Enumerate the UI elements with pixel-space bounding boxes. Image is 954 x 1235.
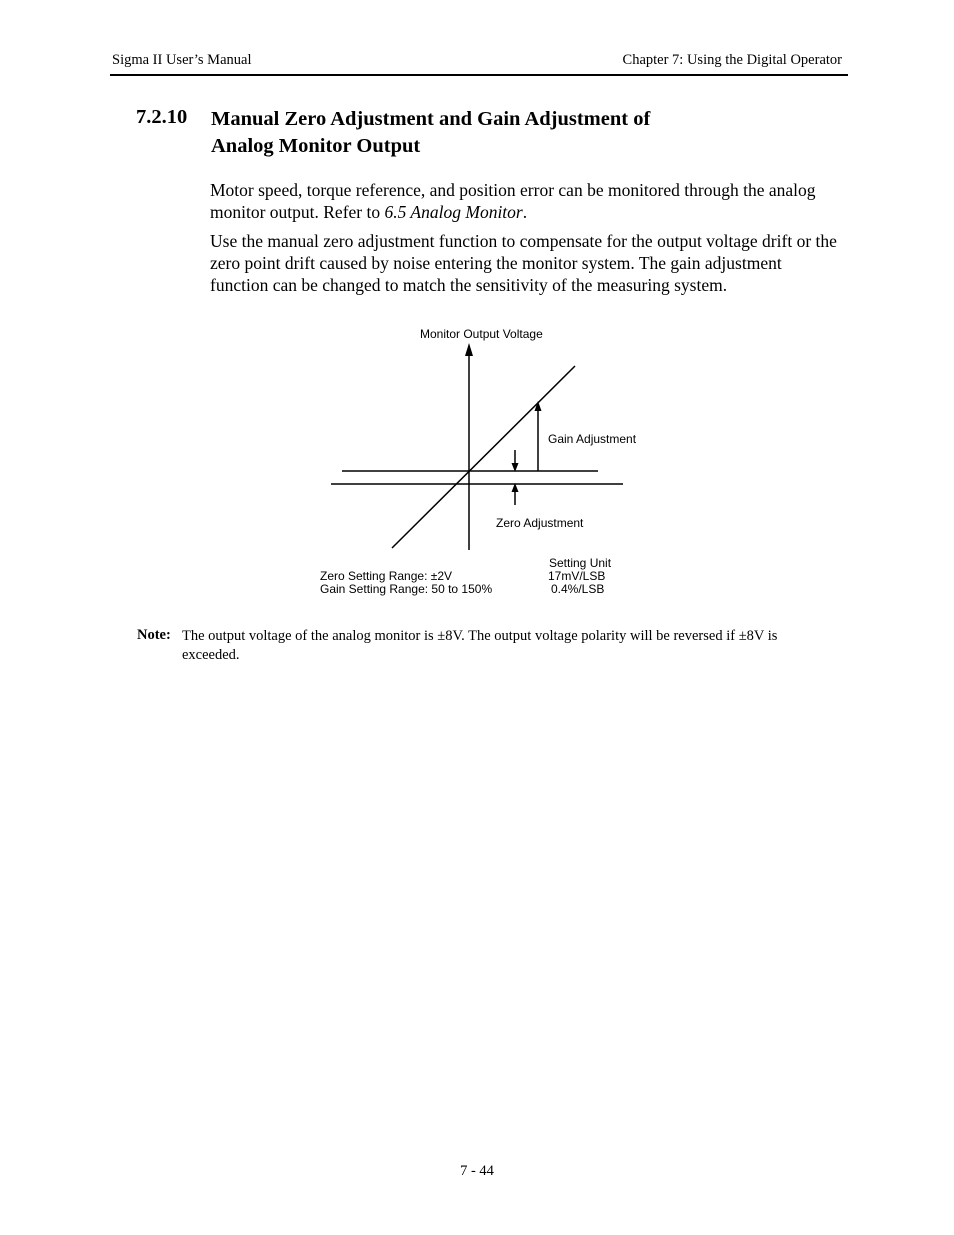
axis-label: Monitor Output Voltage [420,327,543,341]
section-number: 7.2.10 [136,106,188,128]
section-title-line2: Analog Monitor Output [211,135,421,157]
zero-setting-unit: 17mV/LSB [548,569,606,583]
section-title-line1: Manual Zero Adjustment and Gain Adjustment of [211,108,651,130]
setting-unit-header: Setting Unit [549,556,612,570]
note-label: Note: [137,627,171,643]
paragraph-adjustment: Use the manual zero adjustment function to compensate for the output voltage drift or the zero point drift caused by noise entering the monitor system. The gain adjustment function can be changed to match the sensitivity of the measuring system. [210,231,837,295]
gain-adjustment-label: Gain Adjustment [548,432,637,446]
axis-arrowhead-icon [465,343,473,356]
gain-setting-range: Gain Setting Range: 50 to 150% [320,582,493,596]
paragraph-intro-text: Motor speed, torque reference, and position error can be monitored through the analog monitor output. Refer to [210,180,816,222]
page-number: 7 - 44 [460,1163,494,1179]
zero-adjustment-label: Zero Adjustment [496,516,584,530]
header-manual-title: Sigma II User’s Manual [112,52,252,68]
note-text: The output voltage of the analog monitor is ±8V. The output voltage polarity will be reversed if ±8V is exceeded. [182,628,778,663]
header-chapter-title: Chapter 7: Using the Digital Operator [622,52,842,68]
zero-setting-range: Zero Setting Range: ±2V [320,569,452,583]
cross-reference: 6.5 Analog Monitor [384,202,523,222]
gain-setting-unit: 0.4%/LSB [551,582,605,596]
paragraph-intro-end: . [522,202,528,222]
